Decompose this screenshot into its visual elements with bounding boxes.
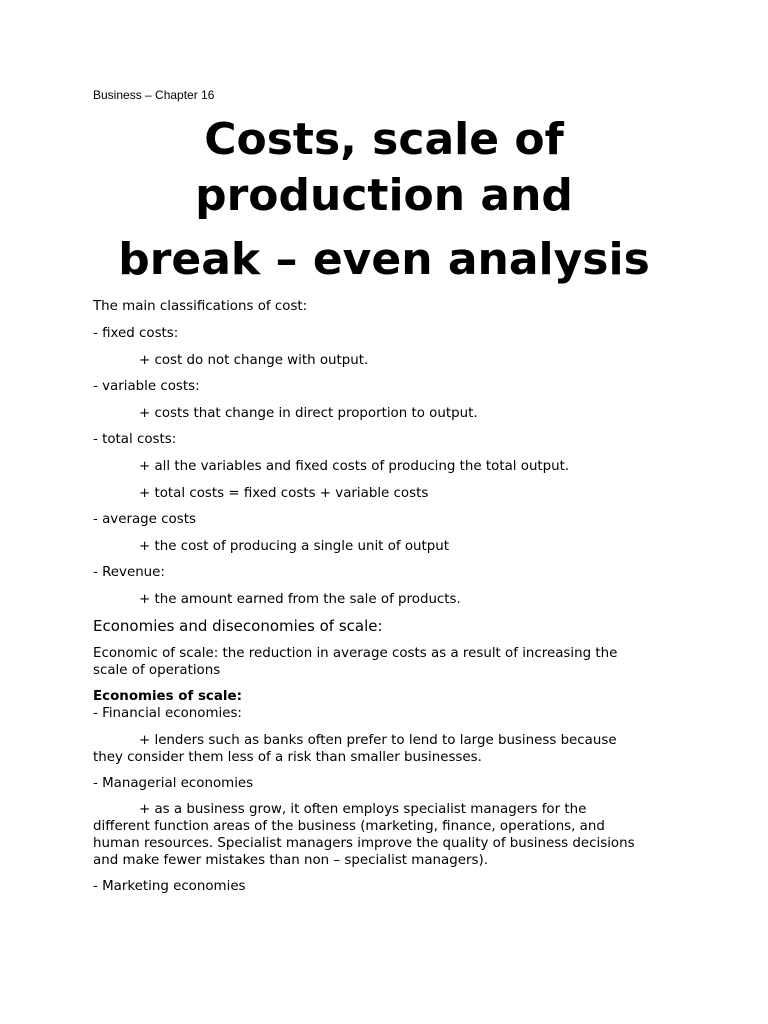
financial-economies-line-2: they consider them less of a risk than smaller businesses. (93, 750, 482, 765)
marketing-economies-label: - Marketing economies (93, 879, 246, 894)
classifications-intro: The main classifications of cost: (93, 299, 308, 314)
managerial-economies-line-2: different function areas of the business (marketing, finance, operations, and (93, 819, 605, 834)
managerial-economies-line-4: and make fewer mistakes than non – specialist managers). (93, 853, 488, 868)
managerial-economies-line-1: + as a business grow, it often employs specialist managers for the (139, 802, 587, 817)
average-costs-label: - average costs (93, 512, 196, 527)
revenue-label: - Revenue: (93, 565, 165, 580)
economies-heading: Economies and diseconomies of scale: (93, 617, 383, 635)
financial-economies-label: - Financial economies: (93, 706, 242, 721)
economies-subheading: Economies of scale: (93, 689, 242, 704)
title-line-3: break – even analysis (118, 234, 650, 285)
title-line-2: production and (195, 170, 573, 221)
total-costs-definition-2: + total costs = fixed costs + variable costs (139, 486, 429, 501)
managerial-economies-label: - Managerial economies (93, 776, 254, 791)
variable-costs-definition: + costs that change in direct proportion to output. (139, 406, 478, 421)
variable-costs-label: - variable costs: (93, 379, 200, 394)
total-costs-definition-1: + all the variables and fixed costs of producing the total output. (139, 459, 570, 474)
document-header: Business – Chapter 16 (93, 88, 215, 102)
fixed-costs-label: - fixed costs: (93, 326, 179, 341)
fixed-costs-definition: + cost do not change with output. (139, 353, 369, 368)
total-costs-label: - total costs: (93, 432, 177, 447)
title-line-1: Costs, scale of (204, 114, 564, 165)
economies-definition-line-1: Economic of scale: the reduction in average costs as a result of increasing the (93, 646, 618, 661)
revenue-definition: + the amount earned from the sale of products. (139, 592, 461, 607)
financial-economies-line-1: + lenders such as banks often prefer to lend to large business because (139, 733, 617, 748)
average-costs-definition: + the cost of producing a single unit of output (139, 539, 450, 554)
economies-definition-line-2: scale of operations (93, 663, 221, 678)
managerial-economies-line-3: human resources. Specialist managers improve the quality of business decisions (93, 836, 635, 851)
